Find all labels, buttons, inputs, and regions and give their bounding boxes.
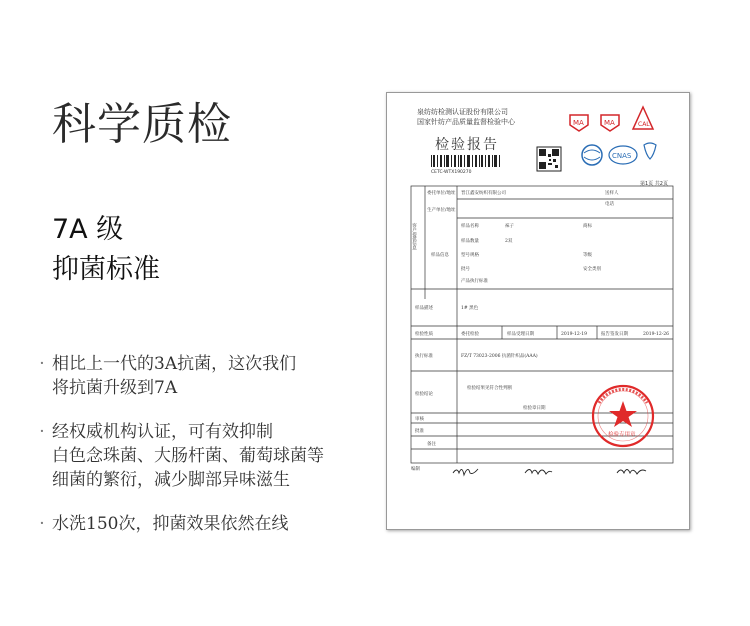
cert-reviewer-label: 审核 bbox=[415, 417, 424, 422]
cert-method-value: FZ/T 73023-2006 抗菌针织品(AAA) bbox=[461, 354, 538, 359]
feature-line: 经权威机构认证，可有效抑制 bbox=[52, 422, 273, 442]
cert-grade-label: 等级 bbox=[583, 253, 592, 258]
certificate-document bbox=[386, 92, 690, 530]
cert-nature-value: 委托检验 bbox=[461, 332, 479, 337]
feature-line: 白色念珠菌、大肠杆菌、葡萄球菌等 bbox=[52, 446, 324, 466]
cert-sample-name-label: 样品名称 bbox=[461, 224, 479, 229]
cert-conclusion-value: 检验结果见符合性判断 bbox=[467, 386, 512, 391]
page-title: 科学质检 bbox=[52, 99, 232, 150]
svg-text:CAL: CAL bbox=[638, 121, 650, 128]
ma-logo-icon bbox=[570, 115, 588, 131]
bullet-dot-icon: · bbox=[39, 422, 45, 442]
cert-report-number: CETC-WTX190270 bbox=[431, 170, 472, 175]
cert-maker-label: 编制 bbox=[411, 467, 420, 472]
svg-text:MA: MA bbox=[573, 119, 584, 127]
cert-client-value: 晋江鑫安纺织有限公司 bbox=[461, 191, 506, 196]
inspection-seal-icon bbox=[593, 386, 653, 446]
subtitle-standard: 抑菌标准 bbox=[52, 254, 160, 285]
svg-text:CNAS: CNAS bbox=[612, 152, 632, 160]
cert-report-date: 2019-12-26 bbox=[643, 332, 669, 337]
svg-text:MA: MA bbox=[604, 119, 615, 127]
cert-quantity-label: 样品数量 bbox=[461, 239, 479, 244]
cert-sample-info-label: 样品信息 bbox=[431, 253, 449, 258]
cert-quantity-value: 2双 bbox=[505, 239, 513, 244]
cert-received-label: 样品受理日期 bbox=[507, 332, 534, 337]
feature-list bbox=[32, 352, 372, 556]
feature-line: 细菌的繁衍，减少脚部异味滋生 bbox=[52, 470, 290, 490]
cma-logo-icon bbox=[644, 143, 656, 159]
cert-batch-label: 批号 bbox=[461, 267, 470, 272]
cert-nature-label: 检验性质 bbox=[415, 332, 433, 337]
subtitle-grade: 7A 级 bbox=[52, 214, 124, 245]
cert-side-label: 客户提供信息 bbox=[411, 223, 417, 250]
bullet-dot-icon: · bbox=[39, 514, 45, 534]
cnas-logo-icon bbox=[609, 146, 637, 164]
cert-note-label: 备注 bbox=[427, 442, 436, 447]
feature-item bbox=[32, 512, 372, 536]
cert-client-label: 委托单位/地址 bbox=[427, 191, 456, 196]
signature-icon bbox=[453, 469, 646, 475]
certificate-graphic bbox=[387, 93, 689, 529]
feature-line: 相比上一代的3A抗菌，这次我们 bbox=[52, 354, 297, 374]
cert-form-table bbox=[411, 186, 673, 463]
cert-safety-label: 安全类别 bbox=[583, 267, 601, 272]
cert-method-label: 执行标准 bbox=[415, 354, 433, 359]
cert-desc-label: 样品描述 bbox=[415, 306, 433, 311]
cert-org-line1: 泉纺纺检测认证股份有限公司 bbox=[417, 108, 508, 116]
subtitle bbox=[52, 210, 160, 290]
cert-desc-value: 1# 黑色 bbox=[461, 306, 479, 311]
cert-approver-label: 批准 bbox=[415, 429, 424, 434]
feature-item bbox=[32, 420, 372, 492]
feature-line: 水洗150次，抑菌效果依然在线 bbox=[52, 514, 289, 534]
ma-logo-icon bbox=[601, 115, 619, 131]
cert-standard-label: 产品执行标准 bbox=[461, 279, 488, 284]
feature-item bbox=[32, 352, 372, 400]
cert-seal-text: 检验专用章 bbox=[608, 432, 636, 438]
cert-org-line2: 国家针纺产品质量监督检验中心 bbox=[417, 118, 515, 126]
bullet-dot-icon: · bbox=[39, 354, 45, 374]
cert-model-label: 型号规格 bbox=[461, 253, 479, 258]
cert-date-note: 检验章日期 bbox=[523, 406, 546, 411]
qr-code-icon bbox=[537, 147, 561, 171]
cert-producer-label: 生产单位/地址 bbox=[427, 208, 456, 213]
cert-contact-label: 送样人 bbox=[605, 191, 619, 196]
barcode-icon bbox=[431, 155, 500, 167]
cert-received-date: 2019-12-19 bbox=[561, 332, 587, 337]
cert-report-date-label: 报告签发日期 bbox=[601, 332, 628, 337]
cert-conclusion-label: 检验结论 bbox=[415, 392, 433, 397]
ilac-mra-logo-icon bbox=[582, 145, 602, 165]
cert-page-label: 第1页 共2页 bbox=[640, 181, 668, 187]
cert-phone-label: 电话 bbox=[605, 202, 614, 207]
cert-sample-name-value: 袜子 bbox=[505, 224, 514, 229]
cert-trademark-label: 商标 bbox=[583, 224, 592, 229]
feature-line: 将抗菌升级到7A bbox=[52, 378, 178, 398]
cal-logo-icon bbox=[633, 107, 653, 129]
cert-report-title: 检验报告 bbox=[435, 137, 499, 153]
